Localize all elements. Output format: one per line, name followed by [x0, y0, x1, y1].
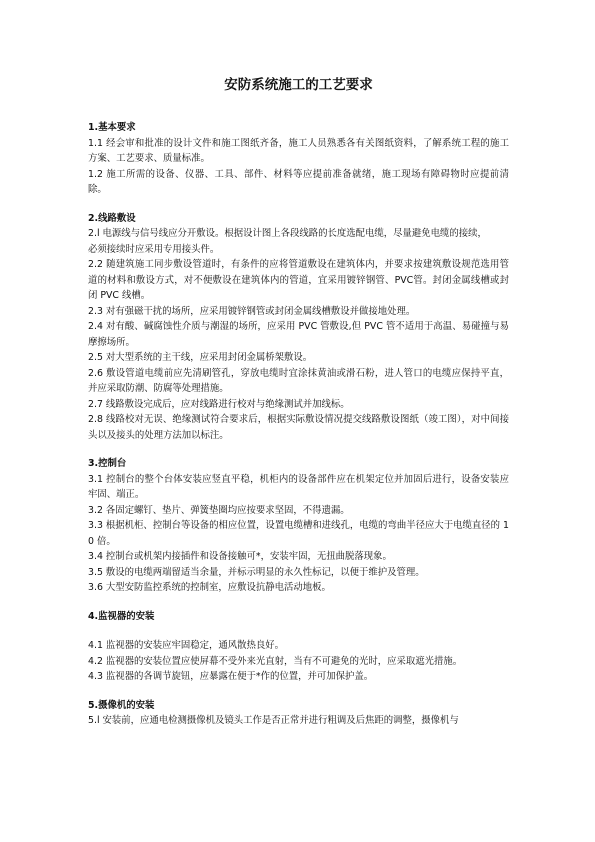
paragraph: 2.5 对大型系统的主干线，应采用封闭金属桥架敷设。 [88, 352, 313, 363]
document-title: 安防系统施工的工艺要求 [224, 77, 373, 93]
paragraph: 1.1 经会审和批准的设计文件和施工图纸齐备，施工人员熟悉各有关图纸资料，了解系统工程的施工方案、工艺要求、质量标准。 [88, 137, 509, 164]
paragraph: 3.2 各固定螺钉、垫片、弹簧垫圈均应按要求坚固，不得遗漏。 [88, 504, 350, 516]
section-heading: 2.线路敷设 [88, 212, 136, 224]
paragraph: 必须接续时应采用专用接头件。 [88, 243, 220, 255]
paragraph: 2.8 线路校对无误、绝缘测试符合要求后，根据实际敷设情况提交线路敷设图纸（竣工图），对中间接头以及接头的处理方法加以标注。 [88, 414, 509, 441]
paragraph: 1.2 施工所需的设备、仪器、工具、部件、材料等应提前准备就绪，施工现场有障碍物时应提前清除。 [88, 168, 509, 195]
section-heading: 3.控制台 [88, 458, 127, 469]
paragraph: 3.5 敷设的电缆两端留适当余量，并标示明显的永久性标记，以便于维护及管理。 [88, 566, 425, 578]
paragraph: 4.3 监视器的各调节旋钮，应暴露在便于*作的位置，并可加保护盖。 [88, 671, 374, 682]
section-control-console [88, 456, 509, 596]
paragraph: 3.3 根据机柜、控制台等设备的相应位置，设置电缆槽和进线孔，电缆的弯曲半径应大于电缆直径的 10 倍。 [88, 520, 509, 547]
section-monitor-installation [88, 609, 509, 685]
section-heading: 1.基本要求 [88, 122, 136, 133]
paragraph: 2.6 敷设管道电缆前应先清刷管孔，穿放电缆时宜涂抹黄油或滑石粉，进人管口的电缆应保持平直，并应采取防潮、防腐等处理措施。 [88, 367, 509, 394]
paragraph: 4.2 监视器的安装位置应使屏幕不受外来光直射，当有不可避免的光时，应采取遮光措施。 [88, 655, 463, 667]
paragraph: 2.4 对有酸、碱腐蚀性介质与潮湿的场所，应采用 PVC 管敷设,但 PVC 管不适用于高温、易碰撞与易摩擦场所。 [88, 321, 509, 348]
section-basic-requirements [88, 120, 509, 198]
paragraph: 3.4 控制台或机架内接插件和设备接触可*，安装牢固，无扭曲脱落现象。 [88, 551, 392, 562]
paragraph: 2.3 对有强磁干扰的场所，应采用镀锌钢管或封闭金属线槽敷设并做接地处理。 [88, 305, 416, 317]
section-wiring [88, 211, 509, 444]
section-camera-installation [88, 698, 509, 729]
paragraph: 5.l 安装前，应通电检测摄像机及镜头工作是否正常并进行粗调及后焦距的调整，摄像机与 [88, 715, 459, 726]
section-heading: 4.监视器的安装 [88, 610, 155, 622]
paragraph: 3.1 控制台的整个台体安装应竖直平稳，机柜内的设备部件应在机架定位并加固后进行，设备安装应牢固、端正。 [88, 473, 509, 500]
paragraph: 2.2 随建筑施工同步敷设管道时，有条件的应将管道敷设在建筑体内，并要求按建筑敷设规范选用管道的材料和敷设方式，对不便敷设在建筑体内的管道，宜采用镀锌钢管、PVC管。封闭金属线槽或封闭 PVC 线槽。 [88, 259, 509, 301]
paragraph: 2.l 电源线与信号线应分开敷设。根据设计图上各段线路的长度选配电缆，尽量避免电缆的接续， [88, 228, 487, 239]
paragraph: 3.6 大型安防监控系统的控制室，应敷设抗静电活动地板。 [88, 582, 331, 593]
paragraph: 2.7 线路敷设完成后，应对线路进行校对与绝缘测试并加线标。 [88, 398, 350, 410]
paragraph: 4.1 监视器的安装应牢固稳定，通风散热良好。 [88, 640, 285, 651]
section-heading: 5.摄像机的安装 [88, 699, 155, 711]
